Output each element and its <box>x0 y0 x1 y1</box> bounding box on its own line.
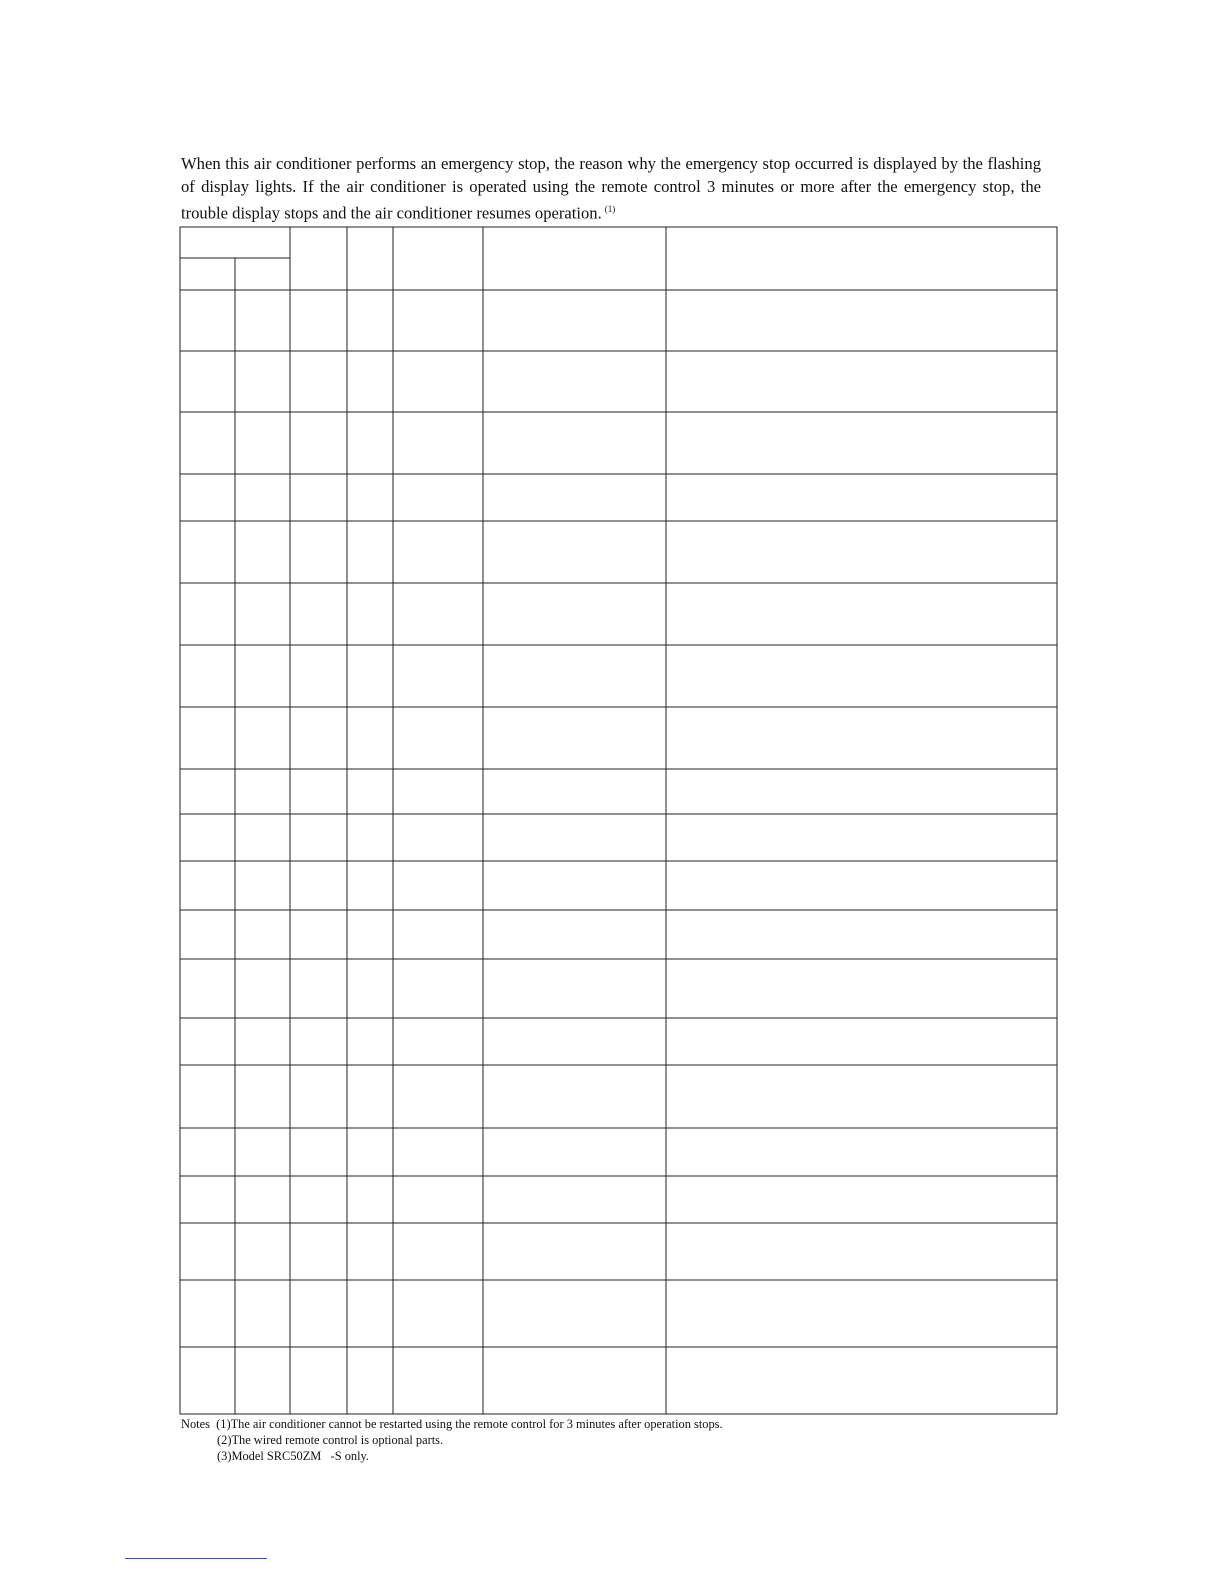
intro-text: When this air conditioner performs an emergency stop, the reason why the emergency stop occurred is displayed by the flashing of display lights. If the air conditioner is operated using the remote control 3 minutes or more after the emergency stop, the trouble display stops and the air conditioner resumes operation. <box>181 154 1041 223</box>
footer-rule <box>125 1558 267 1559</box>
note-item-3: (3)Model SRC50ZM -S only. <box>217 1448 370 1463</box>
table-border <box>180 227 1057 1414</box>
footnote-reference: (1) <box>604 204 616 214</box>
notes-section <box>181 1417 723 1464</box>
note-item-2: (2)The wired remote control is optional parts. <box>217 1432 444 1447</box>
note-item-1: Notes (1)The air conditioner cannot be restarted using the remote control for 3 minutes after operation stops. <box>181 1417 723 1431</box>
notes-label: Notes <box>181 1417 210 1431</box>
table-lines <box>180 227 1057 1414</box>
